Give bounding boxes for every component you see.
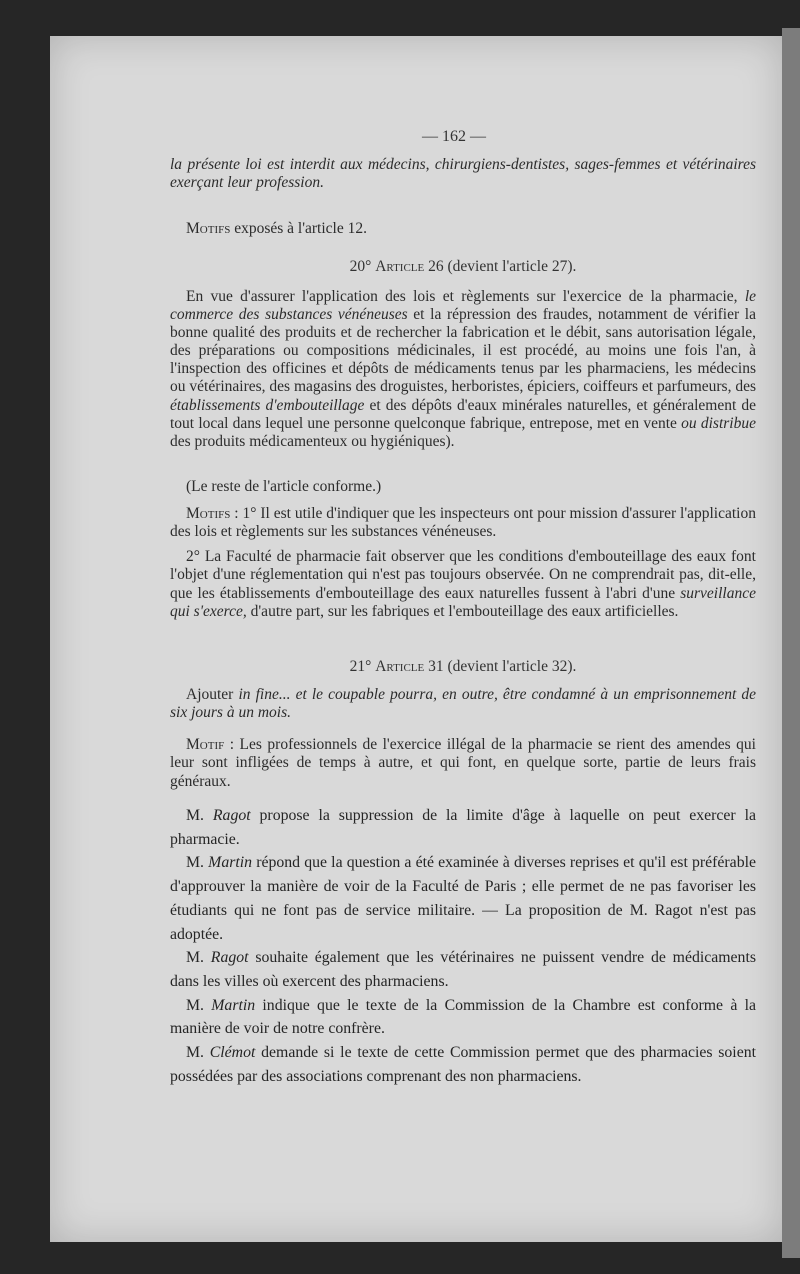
discussion-paragraph xyxy=(170,1041,756,1088)
speaker-name: Ragot xyxy=(210,949,249,967)
para-text: des produits médicamenteux ou hygiéniques). xyxy=(170,432,455,450)
article-20-paragraph xyxy=(170,288,756,451)
page-edge-strip xyxy=(782,28,800,1258)
speaker-name: Clémot xyxy=(209,1044,256,1062)
motifs-text: exposés à l'article 12. xyxy=(230,220,367,237)
heading-number: 21° xyxy=(349,658,376,675)
speaker-prefix: M. xyxy=(186,1044,210,1062)
motifs-article-20 xyxy=(170,505,756,542)
para-italic: surveillance qui s'exerce, xyxy=(170,584,756,620)
motifs-text: : 1° Il est utile d'indiquer que les inspecteurs ont pour mission d'assurer l'application des lois et règlements sur les substances vénéneuses. xyxy=(170,505,756,541)
ajouter-italic: in fine... et le coupable pourra, en outre, être condamné à un emprisonnement de six jours à un mois. xyxy=(170,686,756,722)
discussion-text: propose la suppression de la limite d'âge à laquelle on peut exercer la pharmacie. xyxy=(170,807,756,848)
heading-word: Article xyxy=(375,258,425,275)
speaker-name: Martin xyxy=(208,854,253,872)
discussion-paragraph xyxy=(170,994,756,1041)
para-text: et des dépôts d'eaux minérales naturelles, et généralement de tout local dans lequel une personne quelconque fabrique, entrepose, met en vente xyxy=(170,396,756,432)
discussion-paragraph xyxy=(170,804,756,851)
motif-article-21 xyxy=(170,736,756,791)
article-heading-20 xyxy=(170,258,756,276)
motif-text: : Les professionnels de l'exercice illégal de la pharmacie se rient des amendes qui leur sont infligées de temps à autre, et qui font, en quelque sorte, partie de leurs frais généraux. xyxy=(170,736,756,790)
motifs-article-12 xyxy=(186,220,772,238)
speaker-prefix: M. xyxy=(186,949,211,967)
para-text: En vue d'assurer l'application des lois et règlements sur l'exercice de la pharmacie, xyxy=(186,288,745,305)
discussion-text: demande si le texte de cette Commission permet que des pharmacies soient possédées par des associations comprenant des non pharmaciens. xyxy=(170,1044,756,1085)
motifs-label: Motifs xyxy=(186,220,231,237)
para-text: et la répression des fraudes, notamment de vérifier la bonne qualité des produits et de rechercher la fabrication et le débit, sans autorisation légale, des préparations ou compositions médicinales, il est procédé, au moins une fois l'an, à l'inspection des officines et dépôts de médicaments tenus par les pharmaciens, les médecins ou vétérinaires, des magasins des droguistes, herboristes, épiciers, coiffeurs et parfumeurs, des xyxy=(170,306,756,396)
ajouter-paragraph xyxy=(170,686,756,723)
discussion-section xyxy=(170,804,756,1088)
discussion-paragraph xyxy=(170,946,756,993)
intro-paragraph: la présente loi est interdit aux médecins, chirurgiens-dentistes, sages-femmes et vétérinaires exerçant leur profession. xyxy=(170,156,756,191)
reste-note: (Le reste de l'article conforme.) xyxy=(186,478,382,495)
para-italic: établissements d'embouteillage xyxy=(170,396,365,414)
speaker-name: Martin xyxy=(211,996,256,1014)
discussion-text: indique que le texte de la Commission de la Chambre est conforme à la manière de voir de notre confrère. xyxy=(170,996,756,1038)
motifs-label: Motifs xyxy=(186,505,231,522)
speaker-name: Ragot xyxy=(212,807,251,824)
speaker-prefix: M. xyxy=(186,996,212,1014)
motif-label: Motif xyxy=(186,736,225,753)
para-text: 2° La Faculté de pharmacie fait observer que les conditions d'embouteillage des eaux font l'objet d'une réglementation qui n'est pas toujours observée. On ne comprendrait pas, dit-elle, que les établissements d'embouteillage des eaux naturelles fussent à l'abri d'une xyxy=(170,548,756,602)
discussion-text: répond que la question a été examinée à diverses reprises et qu'il est préférable d'approuver la manière de voir de la Faculté de Paris ; elle permet de ne pas favoriser les étudiants qui ne font pas de service militaire. — La proposition de M. Ragot n'est pas adoptée. xyxy=(170,854,756,943)
ajouter-text: Ajouter xyxy=(186,686,239,703)
para-text: d'autre part, sur les fabriques et l'embouteillage des eaux artificielles. xyxy=(246,602,679,620)
heading-rest: 31 (devient l'article 32). xyxy=(424,658,577,675)
discussion-text: souhaite également que les vétérinaires ne puissent vendre de médicaments dans les villes où exercent des pharmaciens. xyxy=(170,949,756,990)
heading-rest: 26 (devient l'article 27). xyxy=(424,258,577,275)
discussion-paragraph xyxy=(170,851,756,946)
page-number: — 162 — xyxy=(422,128,486,145)
para-italic: le commerce des substances vénéneuses xyxy=(170,288,756,324)
para-italic: ou distribue xyxy=(681,414,756,432)
heading-word: Article xyxy=(375,658,425,675)
speaker-prefix: M. xyxy=(186,807,213,824)
speaker-prefix: M. xyxy=(186,854,209,872)
paragraph-2 xyxy=(170,548,756,621)
heading-number: 20° xyxy=(349,258,376,275)
article-heading-21 xyxy=(170,658,756,676)
